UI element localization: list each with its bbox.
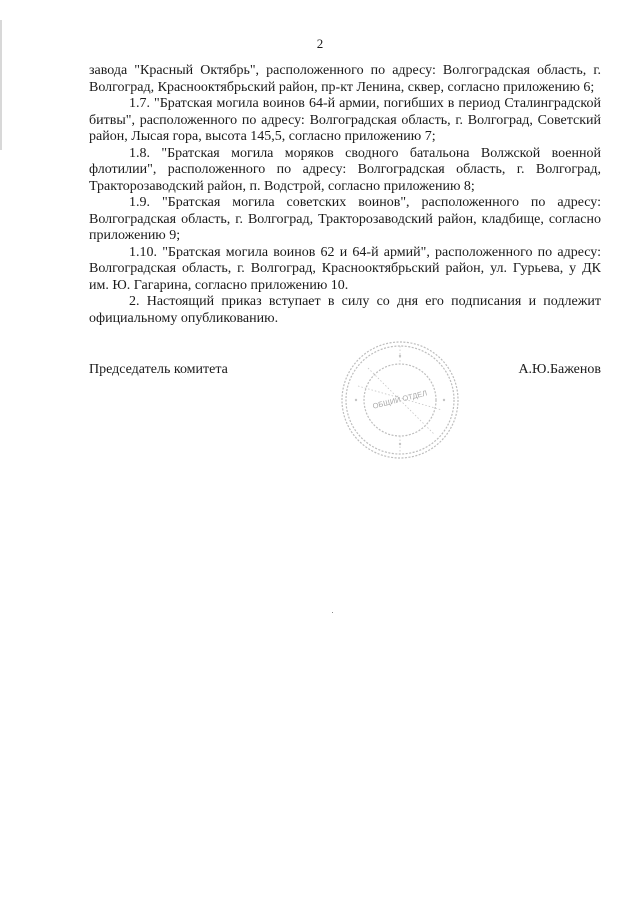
paragraph-item-1-7: 1.7. "Братская могила воинов 64-й армии, погибших в период Сталинградской битвы", расположенного по адресу: Волгоградская область, г. Волгоград, Советский район, Лысая гора, высота 145,5, согласно приложению 7; — [89, 96, 601, 144]
signatory-name: А.Ю.Баженов — [518, 362, 601, 377]
signatory-position: Председатель комитета — [89, 362, 228, 377]
scan-speck — [332, 612, 333, 613]
paragraph-continuation: завода "Красный Октябрь", расположенного по адресу: Волгоградская область, г. Волгоград, Краснооктябрьский район, пр-кт Ленина, сквер, согласно приложению 6; — [89, 63, 601, 95]
paragraph-item-1-8: 1.8. "Братская могила моряков сводного батальона Волжской военной флотилии", расположенного по адресу: Волгоградская область, г. Волгоград, Тракторозаводский район, п. Водстрой, согласно приложению 8; — [89, 145, 601, 194]
official-stamp — [338, 338, 462, 462]
document-body — [89, 63, 601, 327]
paragraph-item-2: 2. Настоящий приказ вступает в силу со дня его подписания и подлежит официальному опубликованию. — [89, 294, 601, 326]
page-number: 2 — [316, 36, 324, 51]
paragraph-item-1-10: 1.10. "Братская могила воинов 62 и 64-й армий", расположенного по адресу: Волгоградская область, г. Волгоград, Краснооктябрьский район, ул. Гурьева, у ДК им. Ю. Гагарина, согласно приложению 10. — [89, 244, 601, 293]
stamp-inner-text: ОБЩИЙ ОТДЕЛ — [371, 388, 429, 411]
paragraph-item-1-9: 1.9. "Братская могила советских воинов", расположенного по адресу: Волгоградская область, г. Волгоград, Тракторозаводский район, кладбище, согласно приложению 9; — [89, 195, 601, 243]
